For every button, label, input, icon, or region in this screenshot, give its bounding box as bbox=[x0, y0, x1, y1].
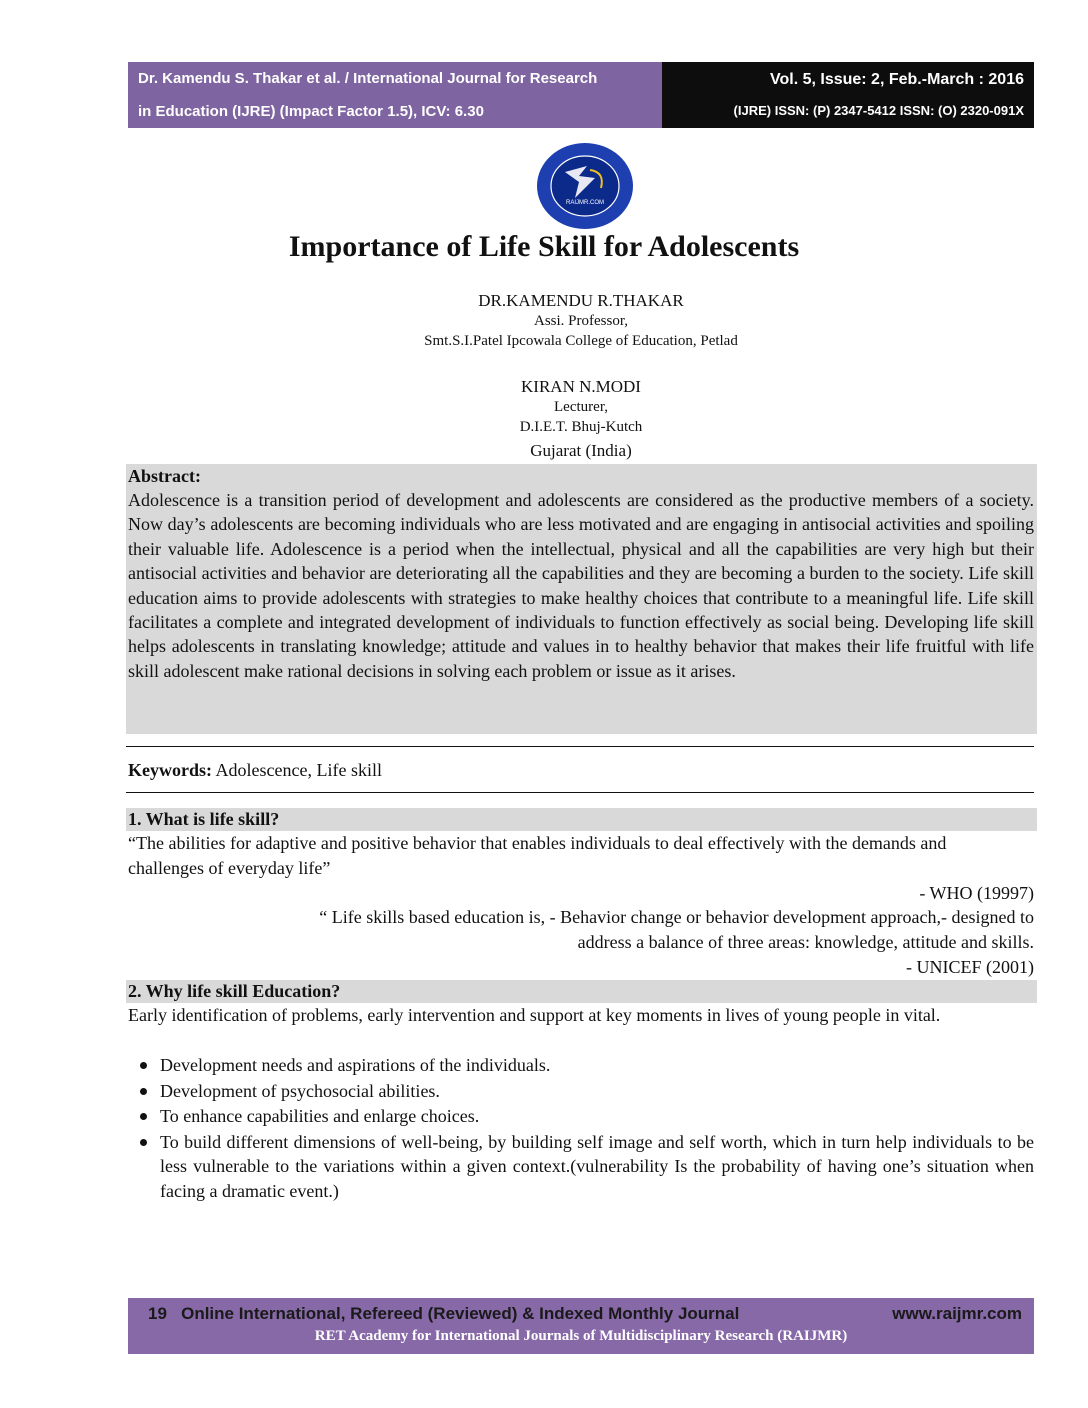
divider bbox=[126, 746, 1034, 747]
unicef-quote-line1: “ Life skills based education is, - Behavior change or behavior development approach,- designed to bbox=[319, 907, 1034, 927]
section2-heading-text: 2. Why life skill Education? bbox=[128, 981, 341, 1001]
section2-intro: Early identification of problems, early intervention and support at key moments in lives of young people in vital. bbox=[128, 1005, 941, 1025]
keywords-text: Adolescence, Life skill bbox=[212, 760, 382, 780]
footer-journal-text: Online International, Refereed (Reviewed) & Indexed Monthly Journal bbox=[181, 1304, 740, 1323]
journal-header-right bbox=[662, 62, 1034, 128]
author1-role: Assi. Professor, bbox=[534, 313, 628, 329]
section-heading bbox=[126, 808, 1037, 831]
footer-publisher: RET Academy for International Journals of Multidisciplinary Research (RAIJMR) bbox=[314, 1328, 848, 1344]
list-item: To build different dimensions of well-being, by building self image and self worth, which in turn help individuals to be less vulnerable to the variations within a given context.(vulnerability Is the probability of having one’s situation when facing a dramatic event.) bbox=[128, 1130, 1034, 1204]
keywords-label: Keywords: bbox=[128, 760, 212, 780]
bullet-list bbox=[128, 1053, 1034, 1205]
author2-affiliation: D.I.E.T. Bhuj-Kutch bbox=[519, 419, 643, 435]
page-footer bbox=[128, 1298, 1034, 1354]
page-number: 19 bbox=[148, 1304, 167, 1323]
author1-affiliation: Smt.S.I.Patel Ipcowala College of Education, Petlad bbox=[424, 333, 738, 349]
abstract-text: Adolescence is a transition period of development and adolescents are considered as the productive members of a society. Now day’s adolescents are becoming individuals who are less motivated and are engaging in antisocial activities and spoiling their valuable life. Adolescence is a period when the intellectual, physical and all the capabilities are very high but their antisocial activities and behavior are deteriorating all the capabilities and they are becoming a burden to the society. Life skill education aims to provide adolescents with strategies to make healthy choices that contribute to a meaningful life. Life skill facilitates a complete and integrated development of individuals to function effectively as social being. Developing life skill helps adolescents in translating knowledge; attitude and values in to healthy behavior that makes their life fruitful with life skill adolescent make rational decisions in solving each problem or issue as it arises. bbox=[128, 490, 1034, 681]
unicef-attribution: - UNICEF (2001) bbox=[906, 957, 1034, 977]
who-quote: “The abilities for adaptive and positive behavior that enables individuals to deal effectively with the demands and challenges of everyday life” bbox=[128, 833, 947, 878]
journal-header-left bbox=[128, 62, 662, 128]
header-citation-line1: Dr. Kamendu S. Thakar et al. / International Journal for Research bbox=[138, 70, 598, 87]
header-citation-line2: in Education (IJRE) (Impact Factor 1.5), ICV: 6.30 bbox=[138, 103, 484, 120]
footer-website-link[interactable]: www.raijmr.com bbox=[892, 1304, 1022, 1323]
paper-title: Importance of Life Skill for Adolescents bbox=[288, 230, 800, 263]
section-heading bbox=[126, 980, 1037, 1003]
logo-center-text: RAIJMR.COM bbox=[566, 200, 604, 206]
author2-name: KIRAN N.MODI bbox=[521, 377, 641, 396]
who-attribution: - WHO (19997) bbox=[919, 883, 1034, 903]
abstract-box bbox=[126, 464, 1037, 734]
footer-journal-line bbox=[148, 1304, 739, 1324]
section1-heading-text: 1. What is life skill? bbox=[128, 809, 280, 829]
list-item: Development needs and aspirations of the individuals. bbox=[128, 1053, 1034, 1078]
list-item: To enhance capabilities and enlarge choices. bbox=[128, 1104, 1034, 1129]
unicef-quote-line2: address a balance of three areas: knowledge, attitude and skills. bbox=[577, 932, 1034, 952]
author1-name: DR.KAMENDU R.THAKAR bbox=[478, 291, 684, 310]
header-issn: (IJRE) ISSN: (P) 2347-5412 ISSN: (O) 2320-091X bbox=[733, 103, 1024, 118]
keywords bbox=[128, 760, 382, 781]
list-item: Development of psychosocial abilities. bbox=[128, 1079, 1034, 1104]
raijmr-logo bbox=[535, 142, 635, 230]
header-volume-issue: Vol. 5, Issue: 2, Feb.-March : 2016 bbox=[769, 71, 1024, 88]
author2-role: Lecturer, bbox=[554, 399, 608, 415]
abstract-label: Abstract: bbox=[128, 466, 201, 486]
author2-location: Gujarat (India) bbox=[530, 441, 632, 460]
divider bbox=[126, 792, 1034, 793]
